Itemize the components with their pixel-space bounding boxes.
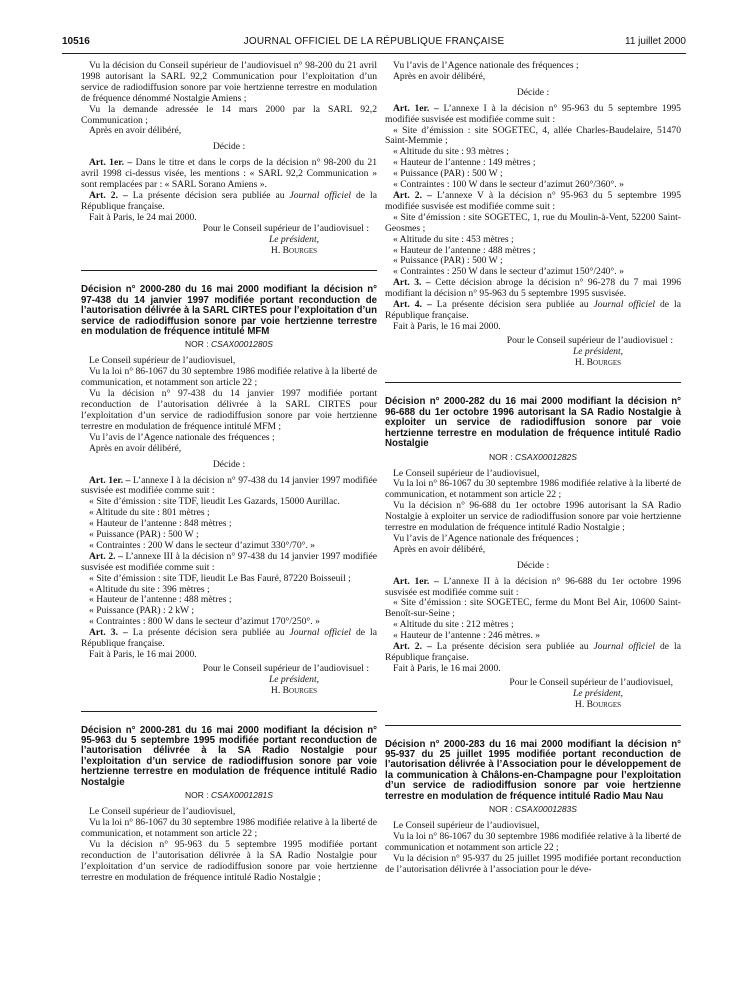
annex-item: « Altitude du site : 212 mètres ; [393,619,514,631]
visa-paragraph: Vu la décision n° 95-963 du 5 septembre 1995 modifiée portant reconduction de l’autorisation délivrée à la SA Radio Nostalgie pour l’exploitation d’un service de radiodiffusion sonore par voie hertzienne terrestre en modulation de fréquence intitulé Radio Nostalgie ; [81,838,377,883]
signature-role: Le président, [268,673,320,685]
annex-item: « Hauteur de l’antenne : 488 mètres ; [89,594,232,606]
nor-reference: NOR : CSAX0001282S [489,451,577,462]
annex-item: « Contraintes : 100 W dans le secteur d’azimut 260°/360°. » [393,179,624,191]
article-paragraph [81,628,377,650]
fait-line: Fait à Paris, le 16 mai 2000. [393,662,501,674]
annex-item: « Contraintes : 800 W dans le secteur d’azimut 170°/250°. » [89,616,320,628]
signature-role: Le président, [572,345,624,357]
visa-paragraph: Vu la loi n° 86-1067 du 30 septembre 1986 modifiée relative à la liberté de communication, et notamment son article 22 ; [385,478,681,501]
article-label: Art. 2. – [89,189,128,201]
article-label: Art. 1er. – [89,474,131,486]
annex-item: « Site d’émission : site TDF, lieudit Les Gazards, 15000 Aurillac. [89,496,340,508]
visa-paragraph: Vu l’avis de l’Agence nationale des fréquences ; [393,60,579,71]
annex-item: « Contraintes : 250 W dans le secteur d’azimut 150°/240°. » [393,266,624,278]
annex-item: « Hauteur de l’antenne : 488 mètres ; [393,244,536,256]
journal-title: JOURNAL OFFICIEL DE LA RÉPUBLIQUE FRANÇAISE [243,36,505,47]
signature-line: Pour le Conseil supérieur de l’audiovisuel : [506,334,673,346]
article-text: La présente décision sera publiée au [436,641,594,653]
journal-name: Journal officiel [289,189,352,201]
signature-name: H. Bourges [270,244,318,256]
visa-paragraph: Vu la loi n° 86-1067 du 30 septembre 1986 modifiée relative à la liberté de communication et notamment son article 22 ; [385,830,681,853]
signature-role: Le président, [268,233,320,245]
article-label: Art. 1er. – [89,157,133,169]
article-paragraph [81,476,377,498]
fait-line: Fait à Paris, le 16 mai 2000. [89,649,197,660]
right-column [385,61,681,876]
article-label: Art. 4. – [393,299,432,311]
annex-item: « Altitude du site : 396 mètres ; [89,583,210,595]
visa-paragraph: Après en avoir délibéré, [89,125,182,137]
visa-paragraph: Vu l’avis de l’Agence nationale des fréquences ; [89,431,275,443]
nor-reference: NOR : CSAX0001280S [185,339,273,350]
header-rule [62,53,686,54]
annex-item: « Hauteur de l’antenne : 149 mètres ; [393,157,536,169]
fait-line: Fait à Paris, le 24 mai 2000. [89,211,197,223]
annex-item: « Puissance (PAR) : 2 kW ; [89,605,195,617]
nor-reference: NOR : CSAX0001283S [489,803,577,814]
article-text: L’annexe II à la décision n° 96-688 du 1er octobre 1996 susvisée est modifiée comme suit : [385,575,681,598]
annex-item: « Site d’émission : site SOGETEC, 4, allée Charles-Baudelaire, 51470 Saint-Memmie ; [385,124,681,147]
annex-item: « Site d’émission : site SOGETEC, 1, rue du Moulin-à-Vent, 52200 Saint-Geosmes ; [385,211,681,234]
article-label: Art. 3. – [89,627,128,639]
signature-line: Pour le Conseil supérieur de l’audiovisuel : [202,662,369,674]
article-text: L’annexe I à la décision n° 95-963 du 5 septembre 1995 modifiée susvisée est modifiée comme suit : [385,102,681,125]
article-paragraph [81,158,377,191]
annex-item: « Site d’émission : site TDF, lieudit Le Bas Fauré, 87220 Boisseuil ; [89,572,351,584]
decide-heading: Décide : [516,86,550,98]
article-paragraph [385,191,681,213]
signature-name: H. Bourges [574,698,622,710]
annex-item: « Altitude du site : 93 mètres ; [393,146,509,158]
visa-paragraph: Le Conseil supérieur de l’audiovisuel, [393,819,540,831]
left-column [81,61,377,883]
signature-line: Pour le Conseil supérieur de l’audiovisuel : [202,222,369,234]
article-text: La présente décision sera publiée au [132,627,290,639]
decide-heading: Décide : [212,458,246,470]
visa-paragraph: Vu la demande adressée le 14 mars 2000 par la SARL 92,2 Communication ; [81,103,377,126]
issue-date: 11 juillet 2000 [625,36,686,47]
nor-reference: NOR : CSAX0001281S [185,790,273,801]
visa-paragraph: Vu la loi n° 86-1067 du 30 septembre 1986 modifiée relative à la liberté de communication, et notamment son article 22 ; [81,816,377,839]
article-paragraph [385,104,681,126]
article-paragraph [81,552,377,574]
annex-item: « Site d’émission : site SOGETEC, ferme du Mont Bel Air, 10600 Saint-Benoît-sur-Seine ; [385,597,681,620]
signature-name: H. Bourges [270,684,318,696]
visa-paragraph: Vu la loi n° 86-1067 du 30 septembre 1986 modifiée relative à la liberté de communication, et notamment son article 22 ; [81,366,377,389]
article-text: L’annexe I à la décision n° 97-438 du 14 janvier 1997 modifiée susvisée est modifiée comme suit : [81,474,377,497]
visa-paragraph: Vu la décision n° 96-688 du 1er octobre 1996 autorisant la SA Radio Nostalgie à exploiter un service de radiodiffusion sonore par voie hertzienne terrestre en modulation de fréquence intitulé Radio Nostalgie ; [385,500,681,534]
article-text: L’annexe III à la décision n° 97-438 du 14 janvier 1997 modifiée susvisée est modifiée comme suit : [81,550,377,573]
page-number: 10516 [62,36,90,47]
visa-paragraph: Après en avoir délibéré, [393,70,486,82]
journal-name: Journal officiel [593,641,656,653]
article-text: de la République française. [81,189,377,212]
annex-item: « Hauteur de l’antenne : 246 mètres. » [393,630,541,642]
annex-item: « Altitude du site : 801 mètres ; [89,507,210,519]
article-text: L’annexe V à la décision n° 95-963 du 5 septembre 1995 modifiée susvisée est modifiée comme suit : [385,189,681,212]
article-paragraph [385,278,681,300]
article-label: Art. 2. – [89,550,123,562]
visa-paragraph: Après en avoir délibéré, [89,442,182,454]
visa-paragraph: Le Conseil supérieur de l’audiovisuel, [89,355,236,367]
article-paragraph [385,577,681,599]
journal-name: Journal officiel [593,299,656,311]
annex-item: « Puissance (PAR) : 500 W ; [393,255,503,267]
article-label: Art. 1er. – [393,102,439,114]
signature-role: Le président, [572,687,624,699]
article-text: de la République française. [385,641,681,663]
article-text: Dans le titre et dans le corps de la décision n° 98-200 du 21 avril 1998 ci-dessus visée, les mentions : « SARL 92,2 Communication » sont remplacées par : « SARL Sorano Amiens ». [81,157,377,191]
article-paragraph [385,642,681,664]
annex-item: « Puissance (PAR) : 500 W ; [89,529,199,541]
article-text: de la République française. [81,627,377,650]
visa-paragraph: Vu la décision n° 95-937 du 25 juillet 1995 modifiée portant reconduction de l’autorisation délivrée à l’association pour le déve- [385,852,681,875]
decision-title: Décision n° 2000-283 du 16 mai 2000 modifiant la décision n° 95-937 du 25 juillet 1995 modifiée portant reconduction de l’autorisation délivrée à l’Association pour le développement de la communication à Châlons-en-Champagne pour l’exploitation d’un service de radiodiffusion sonore par voie hertzienne terrestre en modulation de fréquence intitulé Radio Mau Nau [385,738,681,802]
signature-name: H. Bourges [574,356,622,368]
decision-title: Décision n° 2000-280 du 16 mai 2000 modifiant la décision n° 97-438 du 14 janvier 1997 modifiée portant reconduction de l’autorisation délivrée à la SARL CIRTES pour l’exploitation d’un service de radiodiffusion sonore par voie hertzienne terrestre en modulation de fréquence intitulé MFM [81,284,377,338]
decision-title: Décision n° 2000-282 du 16 mai 2000 modifiant la décision n° 96-688 du 1er octobre 1996 autorisant la SA Radio Nostalgie à exploiter un service de radiodiffusion sonore par voie hertzienne terrestre en modulation de fréquence intitulé Radio Nostalgie [385,396,681,450]
decide-heading: Décide : [212,141,246,153]
annex-item: « Hauteur de l’antenne : 848 mètres ; [89,518,232,530]
visa-paragraph: Vu la décision du Conseil supérieur de l’audiovisuel n° 98-200 du 21 avril 1998 autorisant la SARL 92,2 Communication pour l’exploitation d’un service de radiodiffusion sonore par voie hertzienne terrestre en modulation de fréquence dénommé Nostalgie Amiens ; [81,60,377,104]
article-paragraph [81,191,377,213]
decide-heading: Décide : [516,559,550,571]
visa-paragraph: Le Conseil supérieur de l’audiovisuel, [89,806,236,818]
decision-title: Décision n° 2000-281 du 16 mai 2000 modifiant la décision n° 95-963 du 5 septembre 1995 modifiée portant reconduction de l’autorisation délivrée à la SA Radio Nostalgie pour l’exploitation d’un service de radiodiffusion sonore par voie hertzienne terrestre en modulation de fréquence intitulé Radio Nostalgie [81,724,377,788]
annex-item: « Puissance (PAR) : 500 W ; [393,168,503,180]
article-label: Art. 3. – [393,277,431,289]
journal-name: Journal officiel [289,627,352,639]
page-header [62,36,686,50]
article-text: La présente décision sera publiée au [436,299,594,311]
article-text: La présente décision sera publiée au [132,189,290,201]
article-text: de la République française. [385,299,681,321]
visa-paragraph: Vu la décision n° 97-438 du 14 janvier 1997 modifiée portant reconduction de l’autorisation délivrée à la SARL CIRTES pour l’exploitation d’un service de radiodiffusion sonore par voie hertzienne terrestre en modulation de fréquence intitulé MFM ; [81,388,377,432]
annex-item: « Altitude du site : 453 mètres ; [393,233,514,245]
article-label: Art. 2. – [393,189,432,201]
fait-line: Fait à Paris, le 16 mai 2000. [393,320,501,332]
article-paragraph [385,300,681,322]
visa-paragraph: Le Conseil supérieur de l’audiovisuel, [393,467,540,479]
signature-line: Pour le Conseil supérieur de l’audiovisuel, [509,676,673,688]
article-text: Cette décision abroge la décision n° 96-278 du 7 mai 1996 modifiant la décision n° 95-963 du 5 septembre 1995 susvisée. [385,277,681,300]
visa-paragraph: Vu l’avis de l’Agence nationale des fréquences ; [393,532,579,544]
visa-paragraph: Après en avoir délibéré, [393,543,486,555]
article-label: Art. 2. – [393,641,432,653]
annex-item: « Contraintes : 200 W dans le secteur d’azimut 330°/70°. » [89,539,316,551]
article-label: Art. 1er. – [393,575,439,587]
